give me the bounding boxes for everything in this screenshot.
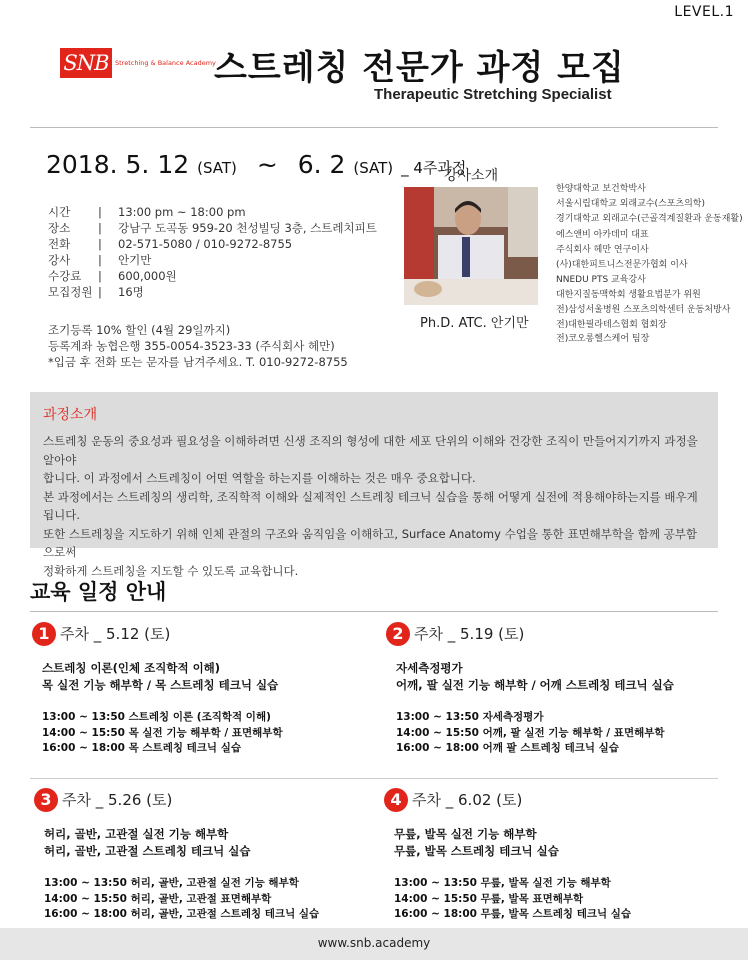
info-key: 모집정원	[48, 285, 93, 299]
week-topic: 허리, 골반, 고관절 실전 기능 해부학	[44, 827, 229, 841]
end-day: (SAT)	[353, 159, 394, 177]
week-number-badge: 3	[34, 788, 58, 812]
info-row	[48, 204, 377, 220]
week-number-badge: 4	[384, 788, 408, 812]
info-value: 16명	[118, 285, 144, 299]
former-bio-line: 전)대한필라테스협회 협회장	[556, 319, 667, 330]
course-intro-title: 과정소개	[43, 407, 98, 423]
page-subtitle: Therapeutic Stretching Specialist	[374, 86, 612, 103]
bio-line: NNEDU PTS 교육강사	[556, 275, 646, 286]
divider	[30, 611, 718, 612]
week-time-slot: 13:00 ~ 13:50 자세측정평가	[396, 711, 544, 723]
course-line: 또한 스트레칭을 지도하기 위해 인체 관절의 구조와 움직임을 이해하고, Surface Anatomy 수업을 통한 표면해부학을 함께 공부함으로써	[43, 526, 697, 559]
week-time-slot: 16:00 ~ 18:00 어깨 팔 스트레칭 테크닉 실습	[396, 742, 619, 754]
start-day: (SAT)	[197, 159, 237, 177]
week-time-slot: 14:00 ~ 15:50 어깨, 팔 실전 기능 해부학 / 표면해부학	[396, 726, 665, 739]
info-list	[48, 204, 377, 300]
former-bio-line: 전)삼성서울병원 스포츠의학센터 운동처방사	[556, 305, 731, 315]
end-date: 6. 2	[297, 150, 346, 179]
info-key: 시간	[48, 205, 71, 219]
info-row	[48, 284, 377, 300]
bio-line: 서울시립대학교 외래교수(스포츠의학)	[556, 199, 705, 210]
week-topic: 자세측정평가	[396, 661, 463, 675]
course-intro-box	[30, 392, 718, 578]
week-time-slot: 13:00 ~ 13:50 무릎, 발목 실전 기능 해부학	[394, 877, 611, 889]
info-value: 13:00 pm ~ 18:00 pm	[118, 205, 246, 219]
date-line	[46, 150, 466, 179]
info-key: 강사	[48, 253, 71, 267]
week-times	[44, 876, 319, 923]
page-title: 스트레칭 전문가 과정 모집	[214, 48, 625, 88]
week-topics	[44, 826, 251, 860]
info-key: 장소	[48, 221, 71, 235]
week-number-badge: 2	[386, 622, 410, 646]
bio-line: 경기대학교 외래교수(근골격계질환과 운동재활)	[556, 214, 743, 225]
note-line: 조기등록 10% 할인 (4월 29일까지)	[48, 323, 231, 337]
info-separator: |	[98, 269, 102, 283]
info-separator: |	[98, 253, 102, 267]
week-topic: 어깨, 팔 실전 기능 해부학 / 어깨 스트레칭 테크닉 실습	[396, 678, 674, 692]
info-value: 600,000원	[118, 269, 177, 283]
note-line: 등록계좌 농협은행 355-0054-3523-33 (주식회사 헤만)	[48, 339, 335, 353]
course-line: 정확하게 스트레칭을 지도할 수 있도록 교육합니다.	[43, 563, 299, 578]
week-time-slot: 16:00 ~ 18:00 목 스트레칭 테크닉 실습	[42, 742, 242, 754]
week-label: 주차 _ 6.02 (토)	[412, 791, 523, 809]
instructor-former-bio	[556, 303, 730, 347]
schedule-title: 교육 일정 안내	[30, 580, 167, 604]
bio-line: (사)대한피트니스전문가협회 이사	[556, 260, 688, 271]
bio-line: 한양대학교 보건학박사	[556, 184, 646, 194]
week-time-slot: 13:00 ~ 13:50 스트레칭 이론 (조직학적 이해)	[42, 711, 271, 723]
week-topics	[396, 660, 674, 694]
info-value: 안기만	[118, 253, 152, 267]
divider	[30, 127, 718, 128]
week-times	[396, 710, 665, 757]
instructor-bio	[556, 182, 743, 304]
week-times	[42, 710, 283, 757]
former-bio-line: 전)코오롱헬스케어 팀장	[556, 334, 650, 344]
week-times	[394, 876, 631, 923]
info-value: 02-571-5080 / 010-9272-8755	[118, 237, 293, 251]
start-date: 2018. 5. 12	[46, 150, 190, 179]
info-key: 수강료	[48, 269, 82, 283]
week-topics	[394, 826, 559, 860]
info-separator: |	[98, 237, 102, 251]
info-row	[48, 220, 377, 236]
bio-line: 대한지질동맥학회 생활요법분가 위원	[556, 290, 701, 301]
info-value: 강남구 도곡동 959-20 천성빌딩 3층, 스트레치피트	[118, 221, 377, 235]
week-topic: 무릎, 발목 스트레칭 테크닉 실습	[394, 844, 559, 858]
info-key: 전화	[48, 237, 71, 251]
week-time-slot: 14:00 ~ 15:50 목 실전 기능 해부학 / 표면해부학	[42, 726, 283, 739]
instructor-name: Ph.D. ATC. 안기만	[420, 316, 529, 331]
week-topic: 무릎, 발목 실전 기능 해부학	[394, 827, 537, 841]
week-topics	[42, 660, 278, 694]
level-label: LEVEL.1	[674, 4, 734, 20]
logo-tagline: Stretching & Balance Academy	[115, 59, 216, 67]
week-topic: 스트레칭 이론(인체 조직학적 이해)	[42, 661, 221, 675]
date-tilde: ~	[256, 150, 278, 179]
footer-url[interactable]: www.snb.academy	[317, 936, 431, 950]
info-separator: |	[98, 285, 102, 299]
info-row	[48, 268, 377, 284]
week-label: 주차 _ 5.26 (토)	[62, 791, 173, 809]
week-time-slot: 14:00 ~ 15:50 허리, 골반, 고관절 표면해부학	[44, 892, 272, 905]
info-separator: |	[98, 221, 102, 235]
notes	[48, 322, 348, 370]
instructor-photo	[404, 187, 538, 305]
logo-mark: SNB	[60, 48, 112, 78]
week-topic: 허리, 골반, 고관절 스트레칭 테크닉 실습	[44, 844, 251, 858]
week-topic: 목 실전 기능 해부학 / 목 스트레칭 테크닉 실습	[42, 678, 279, 692]
week-time-slot: 16:00 ~ 18:00 무릎, 발목 스트레칭 테크닉 실습	[394, 908, 632, 920]
duration: _ 4주과정	[401, 159, 467, 177]
week-number-badge: 1	[32, 622, 56, 646]
footer	[0, 928, 748, 960]
week-time-slot: 13:00 ~ 13:50 허리, 골반, 고관절 실전 기능 해부학	[44, 877, 299, 889]
week-time-slot: 14:00 ~ 15:50 무릎, 발목 표면해부학	[394, 892, 584, 905]
info-separator: |	[98, 205, 102, 219]
bio-line: 주식회사 헤만 연구이사	[556, 244, 649, 255]
course-intro-body	[43, 432, 707, 580]
week-label: 주차 _ 5.12 (토)	[60, 625, 171, 643]
week-label: 주차 _ 5.19 (토)	[414, 625, 525, 643]
week-time-slot: 16:00 ~ 18:00 허리, 골반, 고관절 스트레칭 테크닉 실습	[44, 908, 320, 920]
bio-line: 에스앤비 아카데미 대표	[556, 229, 649, 240]
info-row	[48, 252, 377, 268]
snb-logo	[60, 48, 216, 78]
course-line: 본 과정에서는 스트레칭의 생리학, 조직학적 이해와 실제적인 스트레칭 테크닉 실습을 통해 어떻게 실전에 적용해야하는지를 배우게 됩니다.	[43, 489, 698, 522]
instructor-heading: 강사소개	[444, 168, 499, 184]
course-line: 합니다. 이 과정에서 스트레칭이 어떤 역할을 하는지를 이해하는 것은 매우 중요합니다.	[43, 471, 476, 485]
course-line: 스트레칭 운동의 중요성과 필요성을 이해하려면 신생 조직의 형성에 대한 세포 단위의 이해와 건강한 조직이 만들어지기까지 과정을 알아야	[43, 434, 698, 467]
divider	[30, 778, 718, 779]
note-line: *입금 후 전화 또는 문자를 남겨주세요. T. 010-9272-8755	[48, 355, 348, 369]
info-row	[48, 236, 377, 252]
